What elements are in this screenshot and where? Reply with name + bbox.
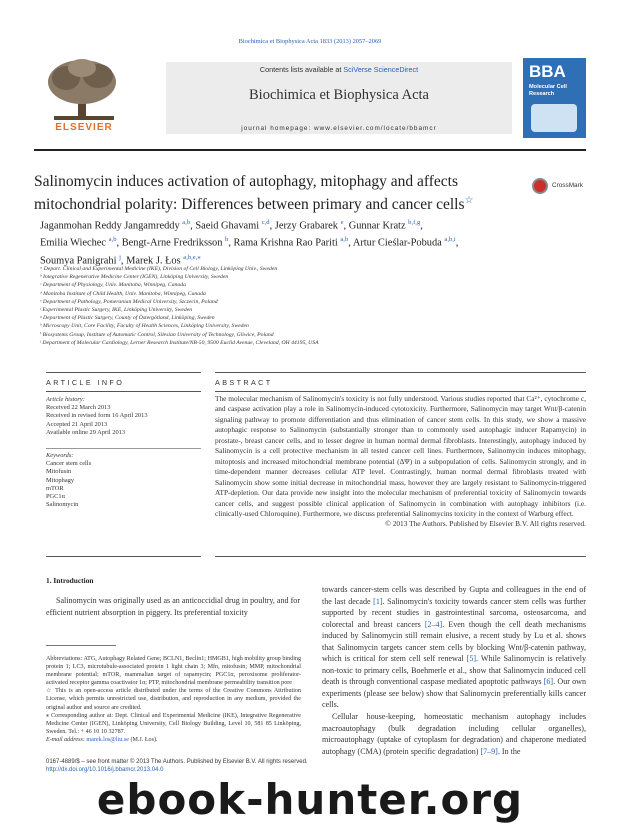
intro-paragraph-2: towards cancer-stem cells was described by Gupta and colleagues in the end of the last decade [1]. Salinomycin's toxicity towards cancer stem cells was further supported by recent studies in gastrointestinal sarcoma, osteosarcoma, and colorectal and breast cancers [2–4]. Even though the cell death mechanisms induced by Salinomycin still remain elusive, a recent study by Lu et al. shows that Salinomycin targets cancer stem cells by blocking Wnt/β-catenin pathway, which is critical for stem cell self renewal [5]. While Salinomycin is relatively non-toxic to primary cells, Boehmerle et al., show that Salinomycin induced cell death is through conventional caspase mediated apoptotic pathways [6]. Our own experiments (please see below) show that Salinomycin preferentially kills cancer cells. bbox=[322, 585, 586, 710]
crossmark-icon bbox=[532, 178, 548, 194]
author-name: Bengt-Arne Fredriksson bbox=[121, 237, 226, 249]
intro-paragraph-3: Cellular house-keeping, homeostatic mechanism autophagy includes macroautophagy (bulk degradation including cellular organelles), microautophagy (uptake of cytoplasm for degradation) and chaperone mediated autophagy (CMA) (protein specific degradation) [7–9]. In the bbox=[322, 712, 586, 756]
history-entry: Accepted 21 April 2013 bbox=[46, 420, 108, 428]
author-affiliation-marks[interactable]: c,d bbox=[261, 219, 270, 226]
article-info-rule-2 bbox=[46, 391, 201, 392]
contents-prefix: Contents lists available at bbox=[259, 65, 344, 74]
header-divider bbox=[34, 149, 586, 151]
history-label: Article history: bbox=[46, 396, 85, 403]
author-affiliation-marks[interactable]: b,f,g bbox=[408, 219, 421, 226]
front-matter-info bbox=[46, 758, 366, 774]
affiliations bbox=[40, 265, 580, 347]
journal-title: Biochimica et Biophysica Acta bbox=[249, 87, 429, 103]
watermark-text: ebook-hunter.org bbox=[96, 775, 524, 824]
author-name: Artur Cieślar-Pobuda bbox=[352, 237, 445, 249]
author-name: Marek J. Łos bbox=[126, 255, 184, 266]
keyword-item: Cancer stem cells bbox=[46, 460, 92, 468]
citation-link[interactable]: [6] bbox=[543, 677, 554, 687]
author-line-3: Soumya Panigrahi $^j$, Marek J. Łos $^{a,b,e,⁎}$ bbox=[40, 253, 201, 266]
article-history bbox=[46, 396, 201, 437]
keywords-rule bbox=[46, 448, 201, 449]
author-list bbox=[40, 216, 580, 268]
publisher-logo-text: ELSEVIER bbox=[55, 122, 113, 133]
affiliation-line: ⁱ Biosystems Group, Institute of Automatic Control, Silesian University of Technology, Gliwice, Poland bbox=[40, 331, 274, 338]
author-name: Jaganmohan Reddy Jangamreddy bbox=[40, 220, 183, 232]
author-affiliation-marks[interactable]: a,b,i bbox=[444, 236, 456, 244]
author-line-2: Emilia Wiechec $^{a,b}$, Bengt-Arne Fredriksson $^h$, Rama Krishna Rao Pariti $^{a,b}$, Artur Cieślar-Pobuda $^{a,b,i}$, bbox=[40, 236, 459, 249]
affiliation-line: ᵈ Manitoba Institute of Child Health, Univ. Manitoba, Winnipeg, Canada bbox=[40, 290, 206, 297]
affiliation-line: ᶠ Experimental Plastic Surgery, IKE, Linköping University, Sweden bbox=[40, 307, 193, 314]
contents-availability bbox=[166, 65, 512, 74]
author-affiliation-marks[interactable]: a,b bbox=[340, 236, 349, 244]
author-name: Soumya Panigrahi bbox=[40, 255, 120, 266]
author-affiliation-marks[interactable]: h bbox=[225, 236, 229, 244]
open-access-note: ☆ This is an open-access article distributed under the terms of the Creative Commons Attribution License, which permits unrestricted use, distribution, and reproduction in any medium, provided the original author and source are credited. bbox=[46, 688, 301, 711]
sciencedirect-link[interactable]: SciVerse ScienceDirect bbox=[343, 65, 419, 74]
affiliation-line: ᵉ Department of Pathology, Pomeranian Medical University, Szczecin, Poland bbox=[40, 298, 218, 305]
abstract-text: The molecular mechanism of Salinomycin's toxicity is not fully understood. Various studies reported that Ca²⁺, cytochrome c, and caspase activation play a role in Salinomycin-induced cytotoxicity. Furthermore, Salinomycin may target Wnt/β-catenin signaling pathway to promote differentiation and thus elimination of cancer stem cells. In this study, we show a massive autophagic response to Salinomycin (substantially stronger than to commonly used autophagic inducer Rapamycin) in prostate-, breast cancer cells, and to lesser degree in human normal dermal fibroblasts. Interestingly, autophagy induced by Salinomycin is a cell protective mechanism in all tested cancer cell lines. Furthermore, Salinomycin induces mitophagy, mitoptosis and increased mitochondrial membrane potential (ΔΨ) in a subpopulation of cells. Salinomycin strongly, and in time-dependent manner decreases cellular ATP level. Contrastingly, human normal dermal fibroblasts treated with Salinomycin show some initial decrease in mitochondrial mass, however they are largely resistant to Salinomycin-triggered ATP-depletion. Our data provide new insight into the molecular mechanism of preferential toxicity of Salinomycin towards cancer cells, and suggest possible clinical application of Salinomycin in combination with autophagy inhibitors (i.e. clinically-used Chloroquine). Furthermore, we discuss preferential Salinomycins toxicity in the context of Warburg effect. bbox=[215, 394, 586, 518]
title-footnote-star[interactable]: ☆ bbox=[464, 195, 474, 206]
history-entry: Received in revised form 16 April 2013 bbox=[46, 412, 148, 420]
article-info-rule bbox=[46, 372, 201, 373]
journal-homepage[interactable]: journal homepage: www.elsevier.com/locate/bbamcr bbox=[241, 125, 437, 132]
section-heading-introduction: 1. Introduction bbox=[46, 576, 94, 585]
journal-cover bbox=[523, 58, 586, 138]
footnote-rule bbox=[46, 645, 116, 646]
abstract-rule-2 bbox=[215, 391, 586, 392]
cover-title: BBA bbox=[529, 62, 566, 81]
info-bottom-rule bbox=[46, 556, 201, 557]
history-entry: Available online 29 April 2013 bbox=[46, 428, 126, 436]
intro-left-column bbox=[46, 595, 300, 618]
crossmark-label: CrossMark bbox=[552, 182, 583, 189]
doi-link[interactable]: http://dx.doi.org/10.1016/j.bbamcr.2013.04.0 bbox=[46, 767, 164, 773]
intro-paragraph-1: Salinomycin was originally used as an anticoccidial drug in poultry, and for efficient nutrient absorption in piggery. Its preferential toxicity bbox=[46, 596, 300, 617]
keywords bbox=[46, 452, 201, 509]
history-dates bbox=[46, 404, 201, 437]
cover-image bbox=[531, 104, 577, 132]
corresponding-author-note: ⁎ Corresponding author at: Dept. Clinical and Experimental Medicine (IKE), Integrative Regenerative Medicine Center (IGEN), Linköping University, Cell Biology Building, Level 10, 581 85 Linköping, Sweden. Tel.: + 46 10 10 32787. bbox=[46, 712, 301, 735]
footnotes bbox=[46, 655, 301, 744]
email-link[interactable]: marek.los@liu.se bbox=[86, 736, 129, 743]
author-name: Rama Krishna Rao Pariti bbox=[233, 237, 341, 249]
keywords-label: Keywords: bbox=[46, 452, 74, 459]
author-affiliation-marks[interactable]: a,b bbox=[182, 219, 191, 226]
affiliation-line: ᵇ Integrative Regenerative Medicine Center (IGEN), Linköping University, Sweden bbox=[40, 274, 229, 281]
citation-link[interactable]: [5] bbox=[466, 654, 477, 664]
crossmark-badge[interactable] bbox=[532, 178, 590, 194]
article-info-heading: ARTICLE INFO bbox=[46, 378, 125, 387]
affiliation-line: ᵃ Depart. Clinical and Experimental Medicine (IKE), Division of Cell Biology, Linköping Univ., Sweden bbox=[40, 266, 278, 272]
citation-link[interactable]: [2–4] bbox=[424, 619, 443, 629]
author-name: Jerzy Grabarek bbox=[274, 220, 341, 232]
running-head: Biochimica et Biophysica Acta 1833 (2013) 2057–2069 bbox=[238, 38, 382, 45]
author-affiliation-marks[interactable]: a,b bbox=[108, 236, 117, 244]
author-name: Emilia Wiechec bbox=[40, 237, 109, 249]
keyword-item: mTOR bbox=[46, 484, 64, 492]
abbreviations-note: Abbreviations: ATG, Autophagy Related Gene; BCLN1, Beclin1; HMGB1, high mobility group binding protein 1; LC3, microtubule-associated protein 1 light chain 3; Mfn, mitofusin; MMP, mitochondrial membrane potential; mTOR, mammalian target of rapamycin; PGC1α, peroxisome proliferator-activated receptor gamma coactivator 1α; PTP, mitochondrial membrane permeability transition pore bbox=[46, 656, 301, 687]
elsevier-tree-logo bbox=[34, 58, 134, 122]
keyword-item: Salinomycin bbox=[46, 501, 79, 509]
abstract-rule bbox=[215, 372, 586, 373]
issn-line: 0167-4889/$ – see front matter © 2013 The Authors. Published by Elsevier B.V. All rights reserved. bbox=[46, 759, 308, 765]
keyword-item: PGC1α bbox=[46, 493, 65, 501]
author-affiliation-marks[interactable]: j bbox=[119, 253, 121, 261]
author-line-1: Jaganmohan Reddy Jangamreddy $^{a,b}$, Saeid Ghavami $^{c,d}$, Jerzy Grabarek $^e$, Gunnar Kratz $^{b,f,g}$, bbox=[40, 219, 423, 232]
abstract-body bbox=[215, 394, 586, 530]
citation-link[interactable]: [7–9] bbox=[480, 746, 498, 756]
abstract-copyright: © 2013 The Authors. Published by Elsevier B.V. All rights reserved. bbox=[385, 519, 586, 529]
history-entry: Received 22 March 2013 bbox=[46, 404, 111, 412]
keyword-list bbox=[46, 460, 201, 509]
affiliation-line: ʰ Microscopy Unit, Core Facility, Faculty of Health Sciences, Linköping University, Sweden bbox=[40, 323, 249, 330]
keyword-item: Mitophagy bbox=[46, 476, 75, 484]
author-name: Gunnar Kratz bbox=[348, 220, 409, 232]
abstract-heading: ABSTRACT bbox=[215, 378, 273, 387]
cover-subtitle: Molecular Cell Research bbox=[529, 84, 567, 97]
affiliation-line: ᵍ Department of Plastic Surgery, County of Östergötland, Linköping, Sweden bbox=[40, 315, 215, 322]
author-affiliation-marks[interactable]: a,b,e,⁎ bbox=[183, 253, 201, 261]
email-note: E-mail address: marek.los@liu.se (M.J. Łos). bbox=[46, 736, 158, 743]
author-affiliation-marks[interactable]: e bbox=[340, 219, 344, 226]
affiliation-line: ʲ Department of Molecular Cardiology, Lerner Research Institute/NB-50, 9500 Euclid Avenue, Cleveland, OH 44195, USA bbox=[40, 339, 319, 346]
affiliation-line: ᶜ Department of Physiology, Univ. Manitoba, Winnipeg, Canada bbox=[40, 282, 186, 289]
citation-link[interactable]: [1] bbox=[373, 596, 383, 606]
author-name: Saeid Ghavami bbox=[195, 220, 262, 232]
abstract-bottom-rule bbox=[215, 556, 586, 557]
keyword-item: Mitofusin bbox=[46, 468, 72, 476]
intro-right-column bbox=[322, 584, 586, 757]
article-title: Salinomycin induces activation of autophagy, mitophagy and affects mitochondrial polarity: Differences between primary and cancer cells☆ bbox=[34, 173, 474, 214]
